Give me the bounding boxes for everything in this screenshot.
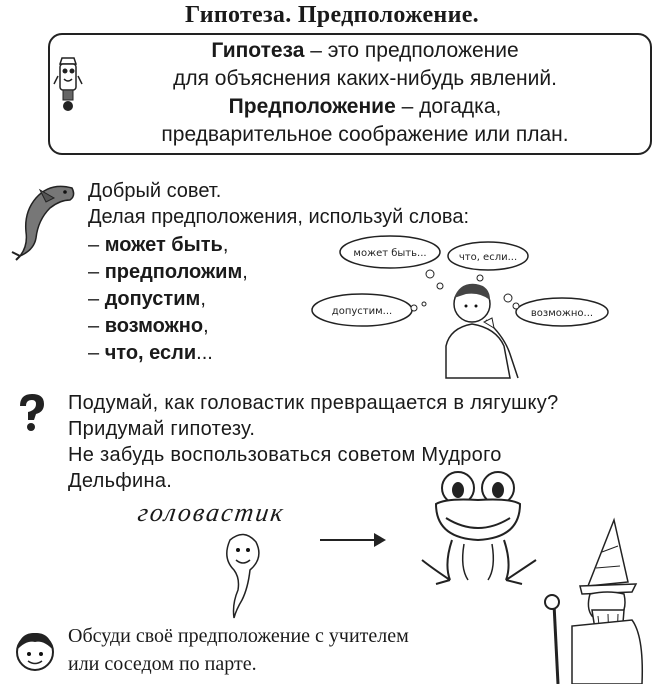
word-text: возможно: [104, 315, 204, 337]
bubble-text: возможно...: [530, 308, 594, 319]
advice-intro: Делая предположения, используй слова:: [88, 206, 470, 228]
advice-heading: Добрый совет.: [88, 180, 222, 202]
dolphin-icon: [10, 180, 80, 260]
bubble-text: допустим...: [331, 306, 393, 317]
page-title: Гипотеза. Предположение.: [185, 2, 479, 28]
advice-word: [88, 313, 209, 339]
wizard-illustration: [532, 516, 662, 684]
advice-word: [88, 232, 228, 258]
question-mark-head-icon: [14, 392, 48, 432]
punct: ,: [203, 315, 209, 337]
dash: –: [88, 342, 105, 364]
punct: ,: [222, 234, 229, 256]
task-line-1: Подумай, как головастик превращается в лягушку?: [68, 392, 559, 414]
arrow-right-icon: [318, 530, 388, 550]
definition-line-3: [80, 94, 650, 120]
punct: ,: [200, 288, 206, 310]
dash: –: [88, 288, 105, 310]
task-line-2: Придумай гипотезу.: [68, 418, 256, 440]
dash: –: [88, 234, 105, 256]
advice-word: [88, 340, 213, 366]
advice-word: [88, 286, 206, 312]
dash: –: [88, 315, 105, 337]
dash: –: [88, 261, 105, 283]
tadpole-illustration: [214, 530, 274, 620]
bubble-text: может быть...: [353, 248, 427, 259]
pencil-mascot-icon: [54, 54, 82, 114]
term-assumption: Предположение: [228, 95, 396, 118]
thinking-boy-illustration: [300, 228, 650, 378]
definition-line-4: предварительное соображение или план.: [161, 123, 569, 146]
word-text: допустим: [104, 288, 201, 310]
definition-text: – догадка,: [395, 95, 502, 118]
child-face-icon: [14, 630, 56, 672]
discuss-line-2: или соседом по парте.: [68, 653, 257, 675]
frog-illustration: [414, 468, 544, 588]
definition-line-2: для объяснения каких-нибудь явлений.: [173, 67, 557, 90]
definition-text: – это предположение: [304, 39, 519, 62]
discuss-line-1: Обсуди своё предположение с учителем: [68, 625, 409, 647]
punct: ...: [196, 342, 213, 364]
bubble-text: что, если...: [458, 252, 518, 263]
word-text: предположим: [104, 261, 243, 283]
task-line-4: Дельфина.: [68, 470, 173, 492]
definition-line-1: [80, 38, 650, 64]
task-line-3: Не забудь воспользоваться советом Мудрого: [68, 444, 502, 466]
word-text: может быть: [104, 234, 223, 256]
punct: ,: [242, 261, 248, 283]
advice-word: [88, 259, 248, 285]
word-text: что, если: [104, 342, 197, 364]
tadpole-label: головастик: [136, 498, 287, 527]
term-hypothesis: Гипотеза: [211, 39, 305, 62]
